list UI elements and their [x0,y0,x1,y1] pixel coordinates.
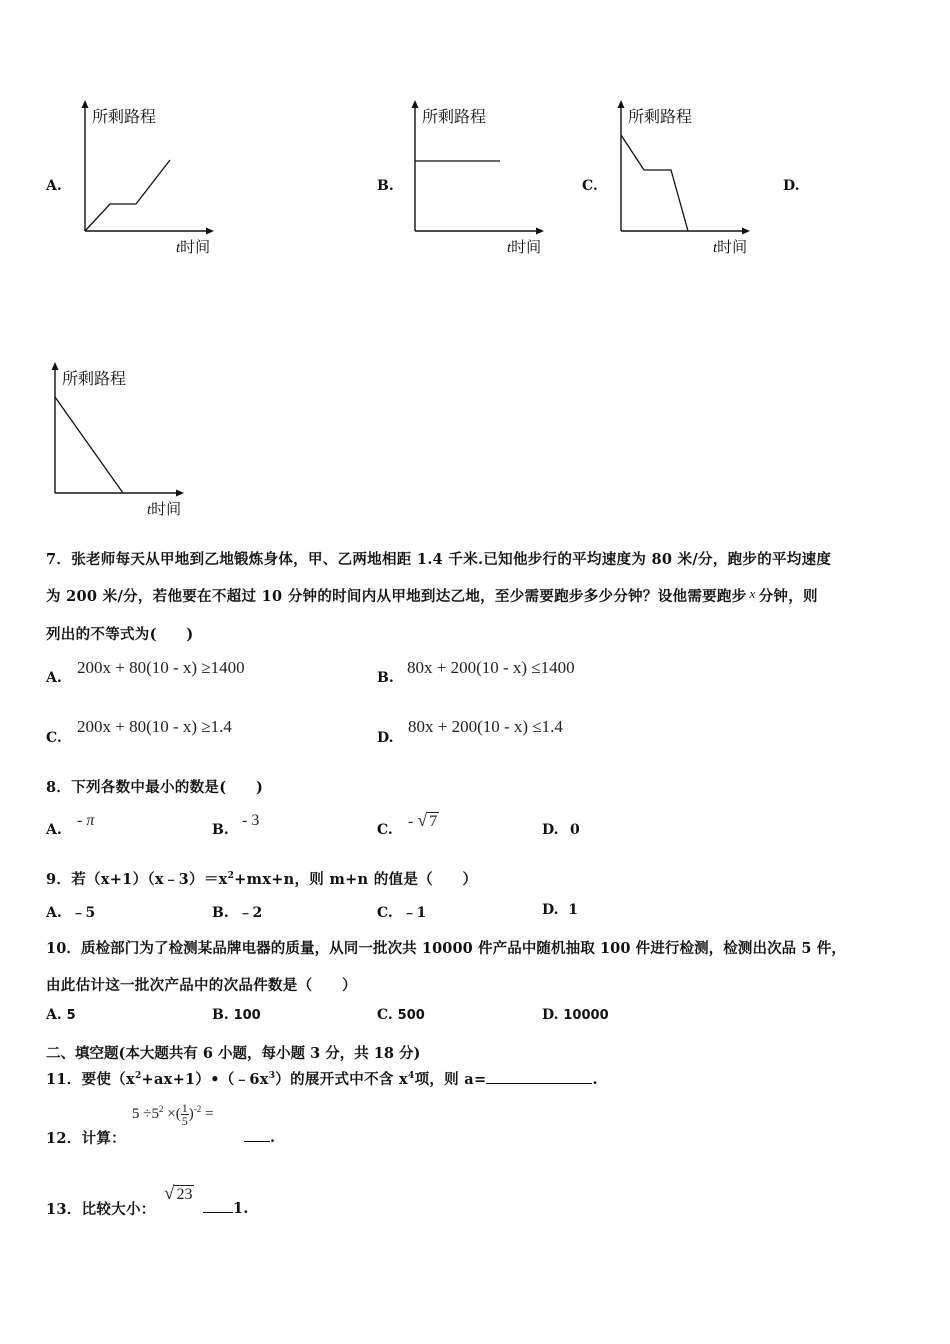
graph-option-d-label: D. [783,178,800,194]
graph-a-x-label: t时间 [176,238,211,256]
graph-d-curve [55,397,123,493]
q10-line2: 由此估计这一批次产品中的次品件数是（ ） [46,977,357,994]
q8-option-a-label: A. [46,822,62,838]
q9-option-d: D. 1 [542,902,579,918]
graph-a-plot [80,100,220,240]
q10-option-a: A. 5 [46,1007,76,1023]
q7-line1: 7．张老师每天从甲地到乙地锻炼身体，甲、乙两地相距 1.4 千米.已知他步行的平均速度为 80 米/分，跑步的平均速度 [46,551,832,568]
section-2-title: 二、填空题(本大题共有 6 小题，每小题 3 分，共 18 分) [46,1045,421,1062]
q9-option-a: A. ﹣5 [46,905,96,921]
graph-c-y-label: 所剩路程 [628,107,693,126]
graph-b-plot [410,100,550,240]
q10-option-d: D. 10000 [542,1007,609,1023]
graph-a-curve [85,160,170,231]
graph-c-curve [621,135,688,231]
q7-line3: 列出的不等式为( ) [46,626,194,643]
q13-prefix: 13．比较大小： [46,1201,156,1218]
graph-b-y-label: 所剩路程 [422,107,487,126]
graph-d-x-label: t时间 [147,500,182,518]
q8-stem: 8．下列各数中最小的数是( ) [46,779,264,796]
graph-a-y-label: 所剩路程 [92,107,157,126]
graph-option-b-label: B. [377,178,394,194]
graph-d-y-label: 所剩路程 [62,369,127,388]
q11-stem: 11．要使$(x^2+ax+1)•(﹣6x^3)$的展开式中不含 $x^4$项，则 a= . [46,1071,598,1088]
q7-option-c-expr: 200x + 80(10 - x) ≥1.4 [77,717,232,736]
q12-prefix: 12．计算： [46,1130,126,1147]
q7-option-b-expr: 80x + 200(10 - x) ≤1400 [407,658,575,677]
q7-option-d-label: D. [377,730,394,746]
q12-answer: . [244,1127,275,1146]
q8-option-c-label: C. [377,822,393,838]
q8-option-b-label: B. [212,822,229,838]
graph-option-c-label: C. [582,178,598,194]
q7-option-a-label: A. [46,670,62,686]
q12-expression: $5 \div 5^2$ ×( $\frac{1}{5}$ )$^{-2}$ = [132,1101,214,1128]
q8-option-c-expr: - √ 7 [408,810,438,830]
q10-option-c: C. 500 [377,1007,425,1023]
q7-option-a-expr: 200x + 80(10 - x) ≥1400 [77,658,245,677]
q10-line1: 10．质检部门为了检测某品牌电器的质量，从同一批次共 10000 件产品中随机抽取 100 件进行检测，检测出次品 5 件， [46,940,846,957]
q7-option-b-label: B. [377,670,394,686]
q13-sqrt: √ 23 [164,1183,193,1204]
q8-option-d-value: 0 [570,822,580,838]
q7-option-d-expr: 80x + 200(10 - x) ≤1.4 [408,717,563,736]
graph-c-plot [616,100,756,240]
q11-answer-blank[interactable] [486,1069,592,1084]
q9-option-b: B. ﹣2 [212,905,263,921]
q7-line2: 为 200 米/分，若他要在不超过 10 分钟的时间内从甲地到达乙地，至少需要跑步多少分钟？设他需要跑步 x 分钟，则 [46,586,818,605]
q8-option-b-expr: - 3 [242,812,260,829]
q8-option-a-expr: - π [77,812,95,829]
graph-b-x-label: t时间 [507,238,542,256]
q8-option-d-label: D. [542,822,559,838]
graph-d-plot [50,362,190,502]
q12-answer-blank[interactable] [244,1127,270,1142]
q9-stem: 9．若$(x+1)(x﹣3)=x^2+mx+n$，则 m+n 的值是（ ） [46,871,478,888]
q9-option-c: C. ﹣1 [377,905,427,921]
q7-option-c-label: C. [46,730,62,746]
q13-answer: 1. [203,1198,249,1217]
graph-option-a-label: A. [46,178,62,194]
q10-option-b: B. 100 [212,1007,261,1023]
graph-c-x-label: t时间 [713,238,748,256]
q13-answer-blank[interactable] [203,1198,233,1213]
